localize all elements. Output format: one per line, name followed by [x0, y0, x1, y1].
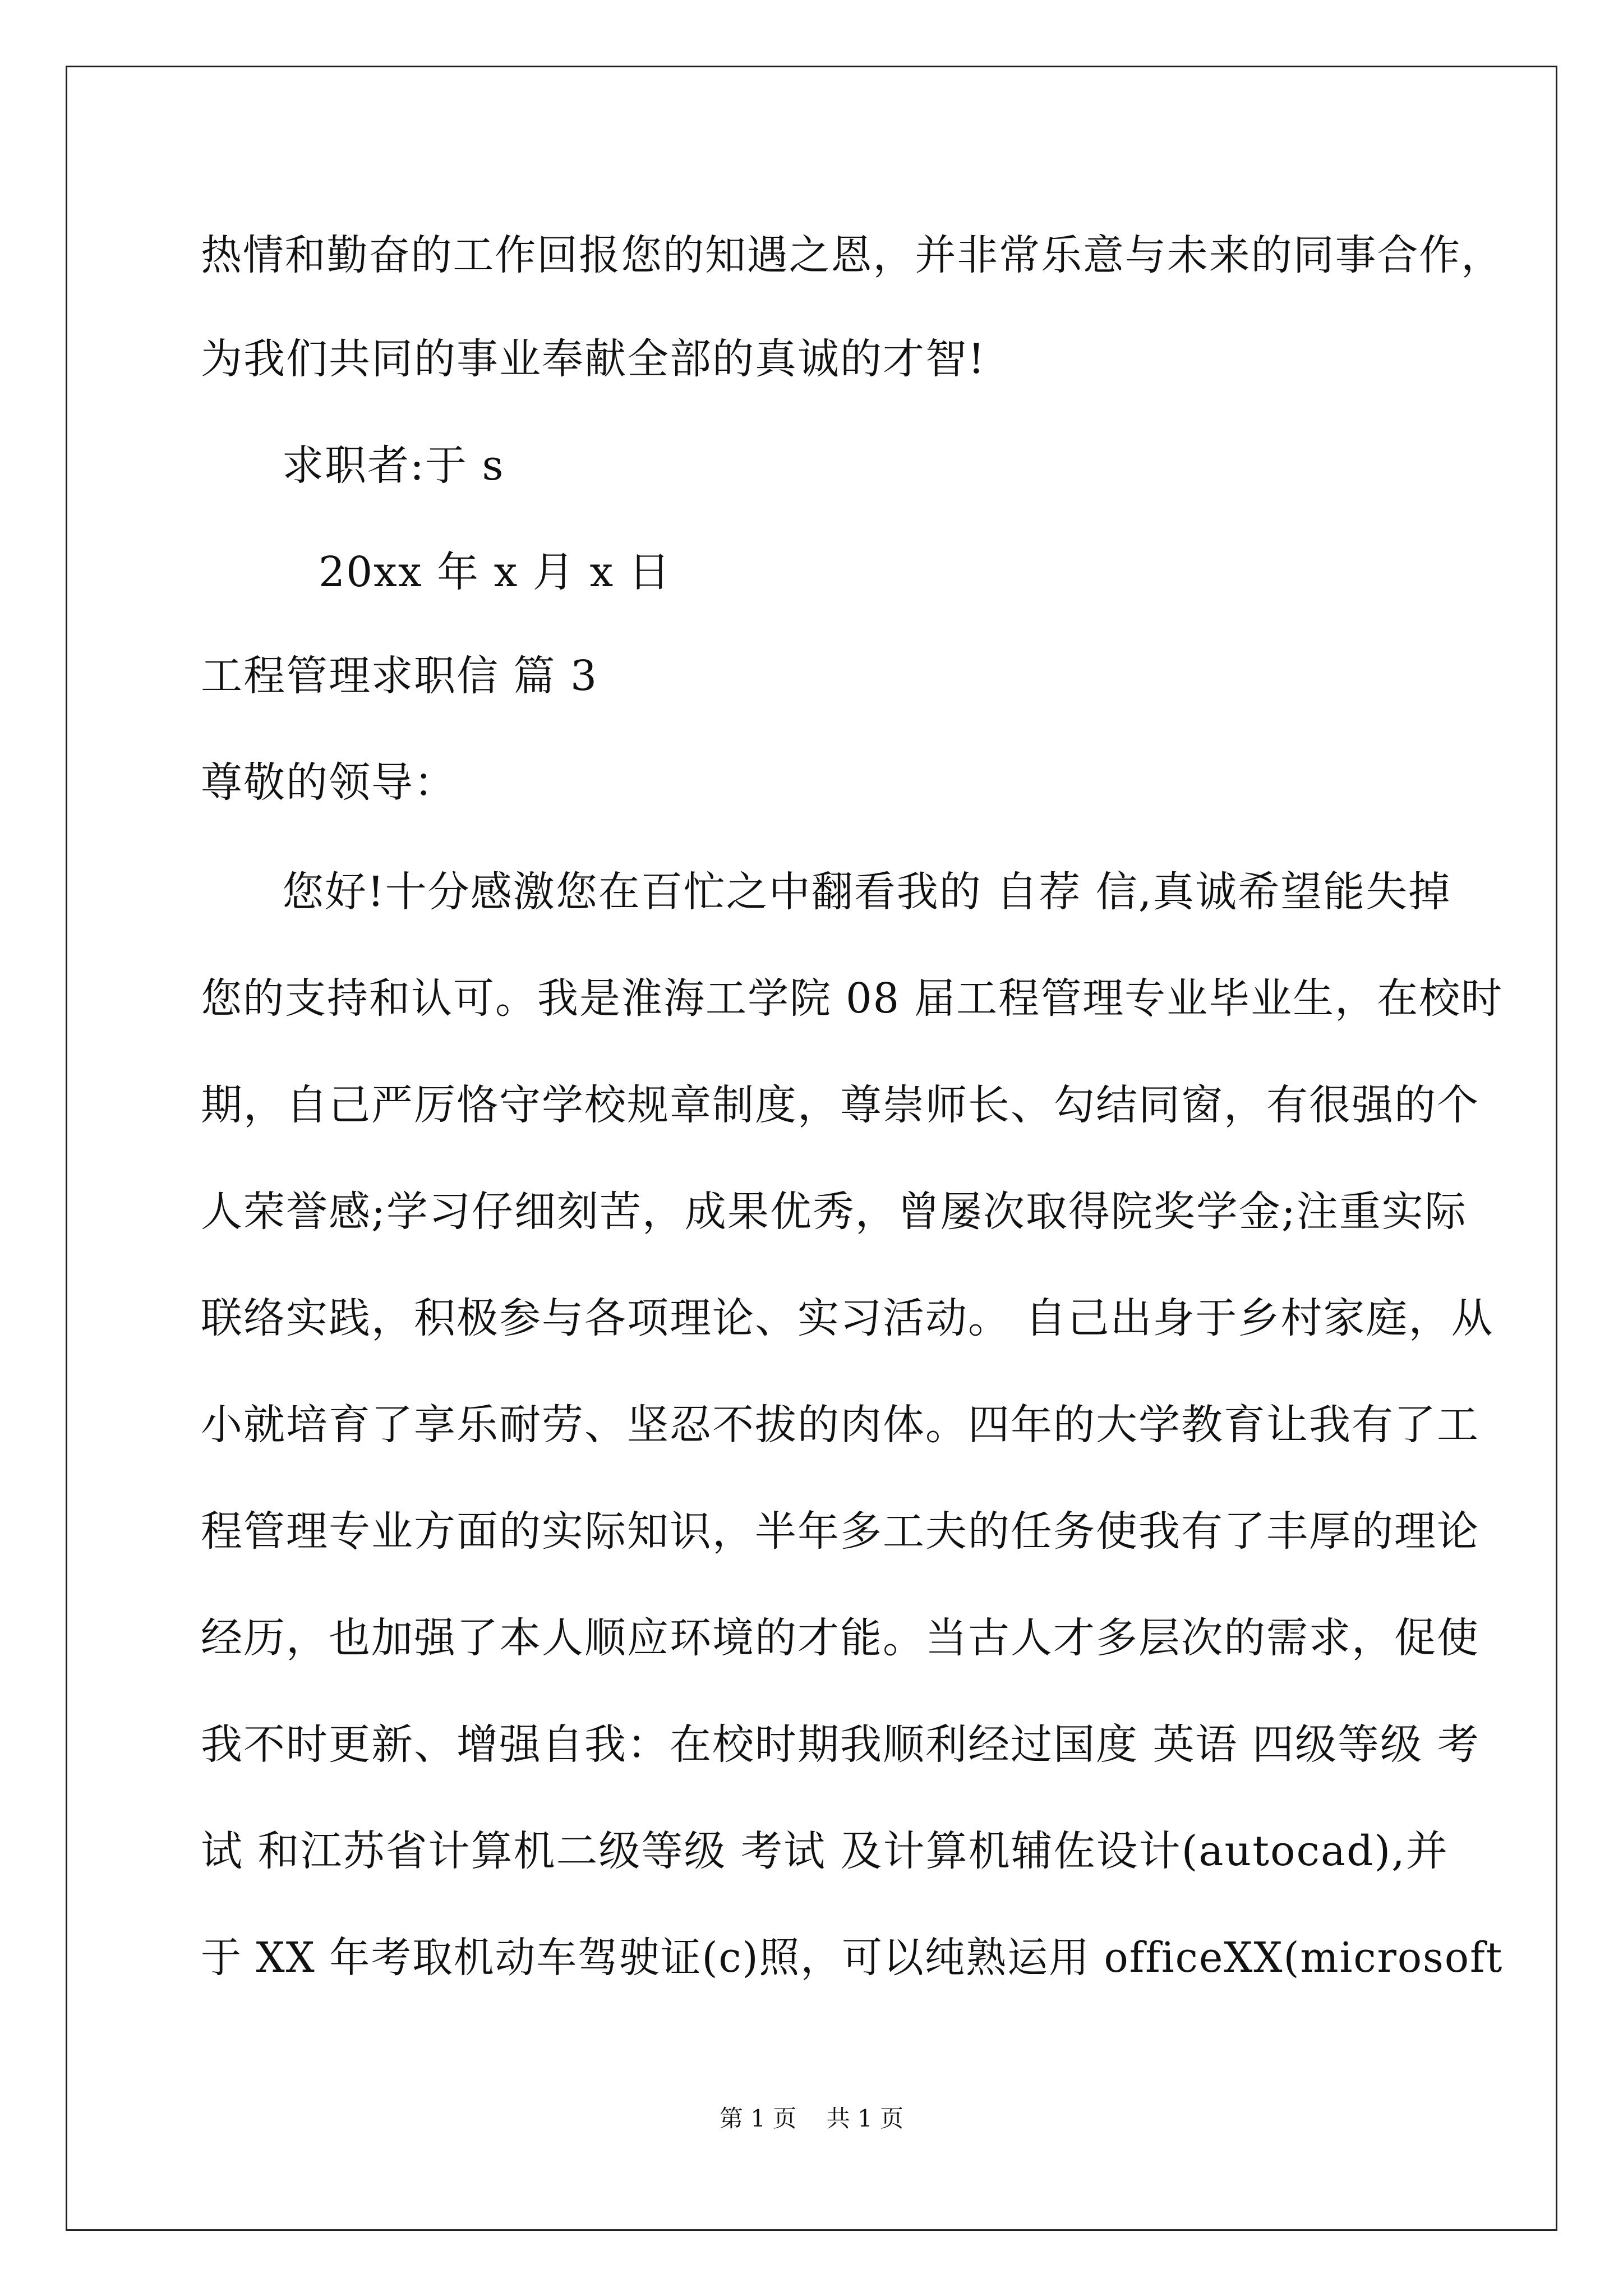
body-line-10: 试 和江苏省计算机二级等级 考试 及计算机辅佐设计(autocad),并 [201, 1827, 1449, 1875]
body-line-5: 联络实践，积极参与各项理论、实习活动。 自己出身于乡村家庭，从 [201, 1294, 1494, 1342]
date: 20xx 年 x 月 x 日 [319, 548, 671, 596]
salutation: 尊敬的领导： [201, 758, 457, 807]
continuation-line-1: 热情和勤奋的工作回报您的知遇之恩，并非常乐意与未来的同事合作， [201, 231, 1504, 279]
signature: 求职者:于 s [282, 441, 505, 490]
body-line-8: 经历，也加强了本人顺应环境的才能。当古人才多层次的需求，促使 [201, 1614, 1479, 1662]
page-border [66, 66, 1557, 2231]
page-footer: 第 1 页 共 1 页 [719, 2105, 904, 2132]
body-line-1: 您好!十分感激您在百忙之中翻看我的 自荐 信,真诚希望能失掉 [282, 868, 1451, 916]
body-line-11: 于 XX 年考取机动车驾驶证(c)照，可以纯熟运用 officeXX(microsoft [201, 1934, 1504, 1982]
body-line-7: 程管理专业方面的实际知识，半年多工夫的任务使我有了丰厚的理论 [201, 1507, 1479, 1556]
section-title: 工程管理求职信 篇 3 [201, 652, 598, 700]
body-line-2: 您的支持和认可。我是淮海工学院 08 届工程管理专业毕业生，在校时 [201, 974, 1504, 1023]
body-line-9: 我不时更新、增强自我：在校时期我顺利经过国度 英语 四级等级 考 [201, 1720, 1480, 1769]
body-line-6: 小就培育了享乐耐劳、坚忍不拔的肉体。四年的大学教育让我有了工 [201, 1401, 1479, 1449]
body-line-4: 人荣誉感;学习仔细刻苦，成果优秀，曾屡次取得院奖学金;注重实际 [201, 1188, 1467, 1236]
continuation-line-2: 为我们共同的事业奉献全部的真诚的才智! [201, 335, 986, 383]
body-line-3: 期，自己严厉恪守学校规章制度，尊崇师长、勾结同窗，有很强的个 [201, 1081, 1479, 1129]
